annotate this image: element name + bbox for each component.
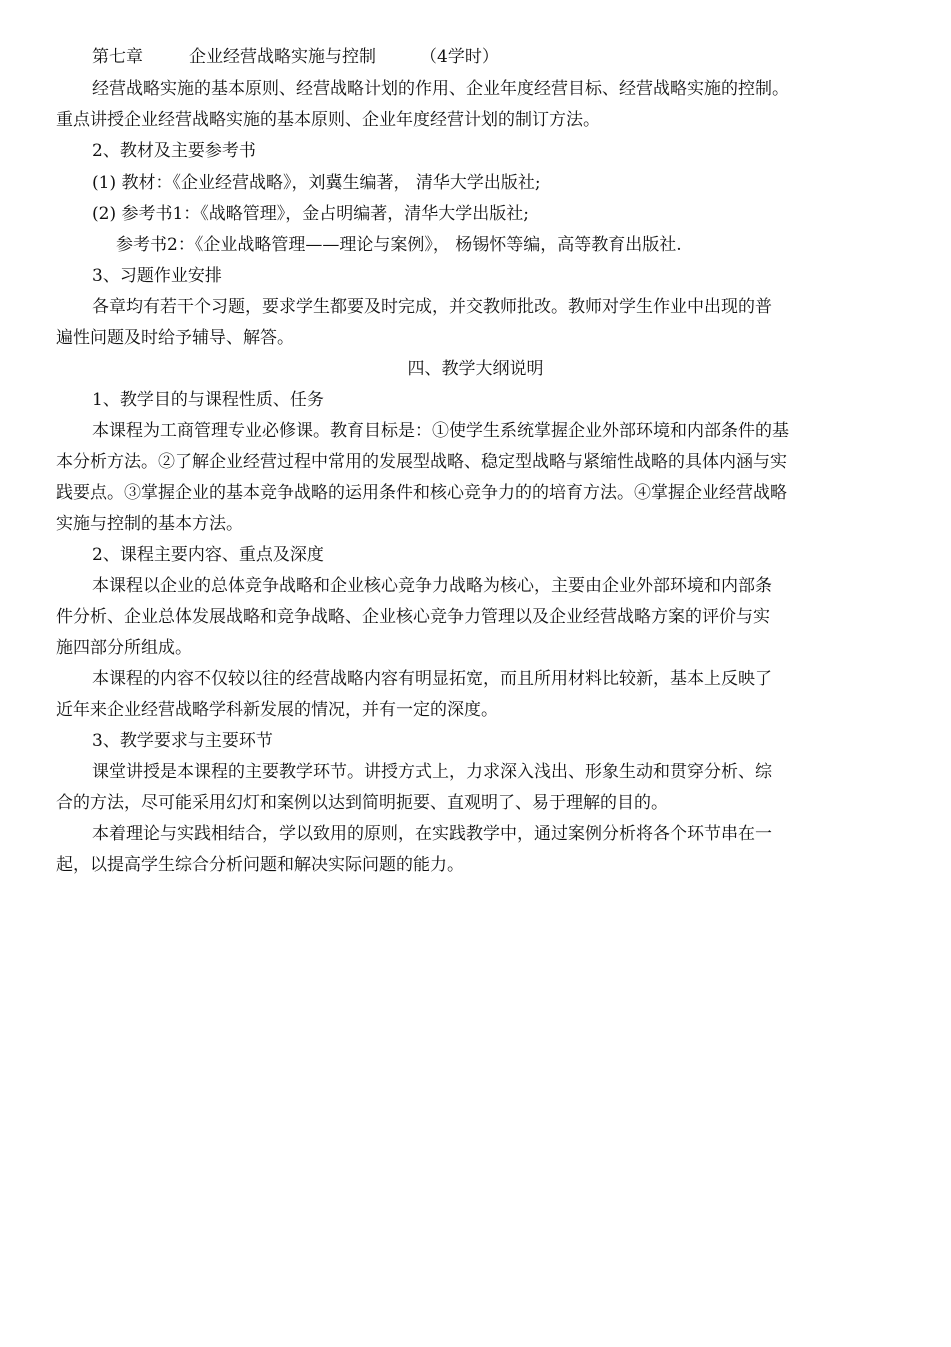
textbook-item: 参考书2：《企业战略管理——理论与案例》， 杨锡怀等编，高等教育出版社. — [116, 235, 682, 255]
homework-heading: 3、习题作业安排 — [92, 266, 222, 286]
paragraph-line: 课堂讲授是本课程的主要教学环节。讲授方式上，力求深入浅出、形象生动和贯穿分析、综 — [92, 762, 772, 782]
homework-body-line: 各章均有若干个习题，要求学生都要及时完成，并交教师批改。教师对学生作业中出现的普 — [92, 297, 772, 317]
chapter-heading — [92, 47, 499, 67]
paragraph-line: 本课程为工商管理专业必修课。教育目标是：①使学生系统掌握企业外部环境和内部条件的基 — [92, 421, 789, 441]
chapter-body-line: 重点讲授企业经营战略实施的基本原则、企业年度经营计划的制订方法。 — [56, 110, 600, 130]
paragraph-line: 实施与控制的基本方法。 — [56, 514, 243, 534]
subsection-heading: 3、教学要求与主要环节 — [92, 731, 273, 751]
paragraph-line: 本分析方法。②了解企业经营过程中常用的发展型战略、稳定型战略与紧缩性战略的具体内涵与实 — [56, 452, 787, 472]
paragraph-line: 近年来企业经营战略学科新发展的情况，并有一定的深度。 — [56, 700, 498, 720]
paragraph-line: 件分析、企业总体发展战略和竞争战略、企业核心竞争力管理以及企业经营战略方案的评价与实 — [56, 607, 770, 627]
homework-body-line: 遍性问题及时给予辅导、解答。 — [56, 328, 294, 348]
textbooks-heading: 2、教材及主要参考书 — [92, 141, 256, 161]
subsection-heading: 2、课程主要内容、重点及深度 — [92, 545, 324, 565]
chapter-hours: （4学时） — [420, 47, 499, 67]
chapter-number: 第七章 — [92, 47, 143, 67]
paragraph-line: 施四部分所组成。 — [56, 638, 192, 658]
paragraph-line: 践要点。③掌握企业的基本竞争战略的运用条件和核心竞争力的的培育方法。④掌握企业经营战略 — [56, 483, 787, 503]
paragraph-line: 合的方法，尽可能采用幻灯和案例以达到简明扼要、直观明了、易于理解的目的。 — [56, 793, 668, 813]
textbook-item: (1) 教材：《企业经营战略》，刘冀生编著， 清华大学出版社; — [92, 173, 541, 193]
subsection-heading: 1、教学目的与课程性质、任务 — [92, 390, 324, 410]
chapter-title: 企业经营战略实施与控制 — [189, 47, 376, 67]
chapter-body-line: 经营战略实施的基本原则、经营战略计划的作用、企业年度经营目标、经营战略实施的控制。 — [92, 79, 789, 99]
paragraph-line: 本课程的内容不仅较以往的经营战略内容有明显拓宽，而且所用材料比较新，基本上反映了 — [92, 669, 772, 689]
paragraph-line: 本课程以企业的总体竞争战略和企业核心竞争力战略为核心，主要由企业外部环境和内部条 — [92, 576, 772, 596]
textbook-item: (2) 参考书1：《战略管理》，金占明编著，清华大学出版社; — [92, 204, 530, 224]
paragraph-line: 本着理论与实践相结合，学以致用的原则，在实践教学中，通过案例分析将各个环节串在一 — [92, 824, 772, 844]
paragraph-line: 起，以提高学生综合分析问题和解决实际问题的能力。 — [56, 855, 464, 875]
section-title: 四、教学大纲说明 — [407, 359, 544, 379]
